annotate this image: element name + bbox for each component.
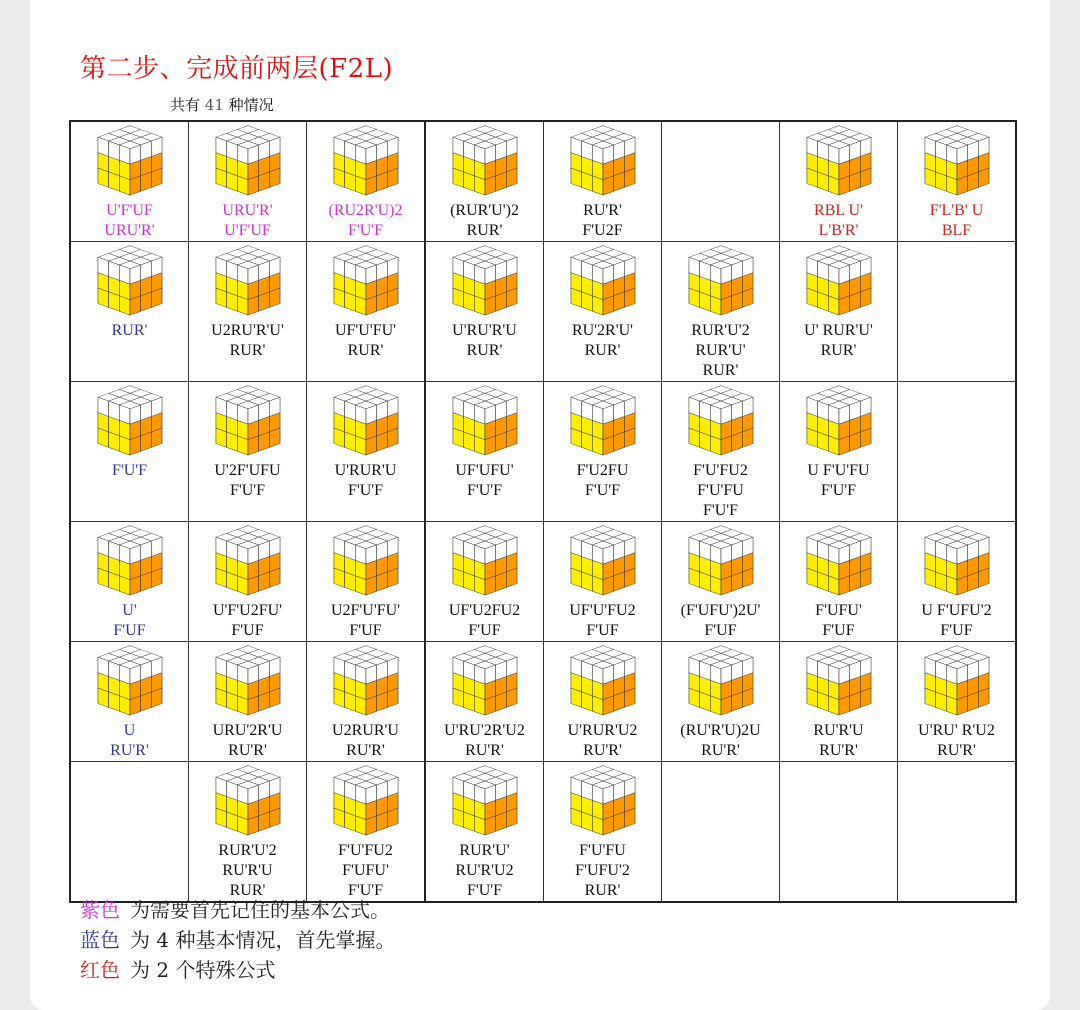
formula-line: RU'R' xyxy=(701,742,740,759)
table-row xyxy=(70,242,1016,382)
table-row xyxy=(70,121,1016,242)
case-cell xyxy=(780,382,898,522)
legend-text: 为需要首先记住的基本公式。 xyxy=(130,898,390,922)
formula-line: RUR'U' xyxy=(695,342,746,359)
formula-line: U'RU'R'U xyxy=(452,322,517,339)
formula-line: RUR' xyxy=(584,342,621,359)
formula-line: RU'R'U xyxy=(813,722,864,739)
legend-text: 为 4 种基本情况，首先掌握。 xyxy=(130,928,396,952)
cube-diagram-icon xyxy=(806,385,872,457)
case-cell xyxy=(189,522,307,642)
cube-diagram-icon xyxy=(97,385,163,457)
formula-line: F'UF xyxy=(468,622,501,639)
formula-line: RUR'U' xyxy=(459,842,510,859)
formula-line: F'UF xyxy=(586,622,619,639)
formula-line: UF'UFU' xyxy=(455,462,514,479)
formula-line: (RU'R'U)2U xyxy=(680,722,761,739)
formula-line: F'U'F xyxy=(111,462,148,479)
case-count-number: 41 xyxy=(204,96,224,114)
case-cell xyxy=(307,642,426,762)
case-cell xyxy=(307,762,426,903)
case-cell xyxy=(70,522,189,642)
empty-cell xyxy=(70,762,189,903)
formula-line: UF'U2FU2 xyxy=(448,602,521,619)
formula-line: RBL U' xyxy=(814,202,863,219)
case-cell xyxy=(898,642,1017,762)
cube-diagram-icon xyxy=(924,125,990,197)
page-title: 第二步、完成前两层(F2L) xyxy=(80,54,394,84)
formula-line: RU'R' xyxy=(346,742,385,759)
cube-diagram-icon xyxy=(570,525,636,597)
formula-line: RU'R' xyxy=(819,742,858,759)
case-cell xyxy=(425,762,544,903)
cube-diagram-icon xyxy=(806,125,872,197)
cube-diagram-icon xyxy=(333,525,399,597)
legend-item xyxy=(80,957,275,983)
formula-line: F'U'FU xyxy=(579,842,626,859)
case-cell xyxy=(189,642,307,762)
case-count-prefix: 共有 xyxy=(170,96,201,114)
formula-line: U'RU'2R'U2 xyxy=(444,722,525,739)
formula-line: F'UF xyxy=(349,622,382,639)
formula-line: UF'U'FU2 xyxy=(569,602,636,619)
case-cell xyxy=(544,121,662,242)
case-cell xyxy=(425,522,544,642)
empty-cell xyxy=(780,762,898,903)
formula-line: F'UF xyxy=(113,622,146,639)
formula-line: U2F'U'FU' xyxy=(330,602,401,619)
cube-diagram-icon xyxy=(215,765,281,837)
case-cell xyxy=(662,382,780,522)
case-cell xyxy=(544,242,662,382)
formula-line: F'UFU' xyxy=(815,602,862,619)
formula-line: F'U'F xyxy=(820,482,857,499)
formula-line: F'U'F xyxy=(702,502,739,519)
cube-diagram-icon xyxy=(924,645,990,717)
table-row xyxy=(70,762,1016,903)
formula-line: F'U'F xyxy=(229,482,266,499)
case-cell xyxy=(662,522,780,642)
cube-diagram-icon xyxy=(215,385,281,457)
formula-line: UF'U'FU' xyxy=(334,322,397,339)
case-cell xyxy=(425,642,544,762)
formula-line: RUR' xyxy=(466,222,503,239)
case-cell xyxy=(780,121,898,242)
formula-line: RU'R' xyxy=(583,742,622,759)
case-cell xyxy=(662,642,780,762)
formula-line: U'2F'UFU xyxy=(214,462,281,479)
formula-line: F'U'FU2 xyxy=(338,842,393,859)
cube-diagram-icon xyxy=(806,525,872,597)
cube-diagram-icon xyxy=(924,525,990,597)
formula-line: RUR' xyxy=(466,342,503,359)
case-cell xyxy=(70,382,189,522)
cube-diagram-icon xyxy=(452,525,518,597)
case-cell xyxy=(70,642,189,762)
cube-diagram-icon xyxy=(570,125,636,197)
case-cell xyxy=(189,121,307,242)
cube-diagram-icon xyxy=(215,245,281,317)
case-cell xyxy=(544,382,662,522)
legend-color-key: 红色 xyxy=(80,958,120,982)
formula-line: F'U'F xyxy=(466,482,503,499)
case-cell xyxy=(425,242,544,382)
case-cell xyxy=(307,242,426,382)
formula-line: RUR' xyxy=(820,342,857,359)
formula-line: RUR' xyxy=(229,342,266,359)
formula-line: RUR' xyxy=(347,342,384,359)
empty-cell xyxy=(898,762,1017,903)
formula-line: BLF xyxy=(941,222,972,239)
formula-line: F'L'B' U xyxy=(929,202,984,219)
case-cell xyxy=(662,242,780,382)
empty-cell xyxy=(662,762,780,903)
formula-line: F'U'FU xyxy=(697,482,744,499)
legend-color-key: 紫色 xyxy=(80,898,120,922)
cube-diagram-icon xyxy=(97,245,163,317)
case-cell xyxy=(780,242,898,382)
formula-line: U2RUR'U xyxy=(332,722,399,739)
cube-diagram-icon xyxy=(215,125,281,197)
formula-line: U' RUR'U' xyxy=(804,322,873,339)
formula-line: F'U2FU xyxy=(576,462,629,479)
cube-diagram-icon xyxy=(452,385,518,457)
formula-line: F'UF xyxy=(231,622,264,639)
formula-line: F'U2F xyxy=(582,222,623,239)
cube-diagram-icon xyxy=(570,765,636,837)
formula-line: F'UF xyxy=(940,622,973,639)
case-cell xyxy=(544,762,662,903)
formula-line: F'U'F xyxy=(466,882,503,899)
formula-line: RUR' xyxy=(111,322,148,339)
cube-diagram-icon xyxy=(333,125,399,197)
case-cell xyxy=(307,121,426,242)
formula-line: RUR'U'2 xyxy=(218,842,277,859)
cube-diagram-icon xyxy=(688,385,754,457)
formula-line: RU'R' xyxy=(583,202,622,219)
formula-line: U'F'UF xyxy=(106,202,153,219)
cube-diagram-icon xyxy=(452,125,518,197)
formula-line: F'UFU'2 xyxy=(575,862,630,879)
formula-line: F'U'F xyxy=(347,222,384,239)
formula-line: URU'R' xyxy=(104,222,155,239)
formula-line: RU'R'U xyxy=(222,862,273,879)
formula-line: U'RUR'U xyxy=(334,462,397,479)
cube-diagram-icon xyxy=(333,385,399,457)
formula-line: F'U'F xyxy=(584,482,621,499)
cube-diagram-icon xyxy=(215,525,281,597)
f2l-case-table xyxy=(69,120,1017,903)
formula-line: U'RUR'U2 xyxy=(567,722,638,739)
formula-line: U xyxy=(123,722,136,739)
formula-line: F'U'F xyxy=(347,882,384,899)
formula-line: (RU2R'U)2 xyxy=(328,202,403,219)
formula-line: RU'R' xyxy=(228,742,267,759)
cube-diagram-icon xyxy=(452,765,518,837)
formula-line: RU'R' xyxy=(465,742,504,759)
empty-cell xyxy=(898,382,1017,522)
formula-line: RUR' xyxy=(702,362,739,379)
formula-line: L'B'R' xyxy=(818,222,859,239)
case-cell xyxy=(307,382,426,522)
case-cell xyxy=(425,382,544,522)
case-cell xyxy=(70,242,189,382)
formula-line: F'U'FU2 xyxy=(693,462,748,479)
table-row xyxy=(70,522,1016,642)
formula-line: U'F'UF xyxy=(224,222,271,239)
cube-diagram-icon xyxy=(570,245,636,317)
case-cell xyxy=(544,522,662,642)
case-cell xyxy=(898,522,1017,642)
cube-diagram-icon xyxy=(97,125,163,197)
table-row xyxy=(70,642,1016,762)
cube-diagram-icon xyxy=(97,525,163,597)
formula-line: RU'R' xyxy=(110,742,149,759)
case-cell xyxy=(189,242,307,382)
formula-line: F'U'F xyxy=(347,482,384,499)
empty-cell xyxy=(898,242,1017,382)
formula-line: U2RU'R'U' xyxy=(211,322,284,339)
cube-diagram-icon xyxy=(215,645,281,717)
formula-line: (RUR'U')2 xyxy=(450,202,519,219)
case-cell xyxy=(425,121,544,242)
legend-color-key: 蓝色 xyxy=(80,928,120,952)
legend-item xyxy=(80,897,390,923)
case-cell xyxy=(780,522,898,642)
cube-diagram-icon xyxy=(333,645,399,717)
formula-line: U F'UFU'2 xyxy=(921,602,992,619)
formula-line: F'UF xyxy=(704,622,737,639)
cube-diagram-icon xyxy=(688,645,754,717)
case-cell xyxy=(70,121,189,242)
case-count-suffix: 种情况 xyxy=(228,96,274,114)
empty-cell xyxy=(662,121,780,242)
formula-line: RU'R'U2 xyxy=(455,862,514,879)
table-row xyxy=(70,382,1016,522)
case-cell xyxy=(307,522,426,642)
cube-diagram-icon xyxy=(333,245,399,317)
legend-item xyxy=(80,927,395,953)
cube-diagram-icon xyxy=(570,645,636,717)
cube-diagram-icon xyxy=(570,385,636,457)
formula-line: URU'R' xyxy=(222,202,273,219)
formula-line: U' xyxy=(122,602,137,619)
case-cell xyxy=(898,121,1017,242)
case-cell xyxy=(189,382,307,522)
cube-diagram-icon xyxy=(688,525,754,597)
formula-line: RUR'U'2 xyxy=(691,322,750,339)
cube-diagram-icon xyxy=(806,645,872,717)
case-cell xyxy=(780,642,898,762)
formula-line: U F'U'FU xyxy=(807,462,870,479)
formula-line: F'UF xyxy=(822,622,855,639)
cube-diagram-icon xyxy=(333,765,399,837)
cube-diagram-icon xyxy=(452,645,518,717)
formula-line: RU'R' xyxy=(937,742,976,759)
formula-line: URU'2R'U xyxy=(212,722,283,739)
formula-line: U'F'U2FU' xyxy=(212,602,283,619)
cube-diagram-icon xyxy=(688,245,754,317)
formula-line: F'UFU' xyxy=(342,862,389,879)
cube-diagram-icon xyxy=(806,245,872,317)
case-count xyxy=(170,94,274,115)
case-cell xyxy=(189,762,307,903)
cube-diagram-icon xyxy=(452,245,518,317)
formula-line: RUR' xyxy=(229,882,266,899)
case-cell xyxy=(544,642,662,762)
legend-text: 为 2 个特殊公式 xyxy=(130,958,276,982)
formula-line: (F'UFU')2U' xyxy=(680,602,761,619)
formula-line: U'RU' R'U2 xyxy=(918,722,995,739)
formula-line: RU'2R'U' xyxy=(571,322,634,339)
formula-line: RUR' xyxy=(584,882,621,899)
cube-diagram-icon xyxy=(97,645,163,717)
